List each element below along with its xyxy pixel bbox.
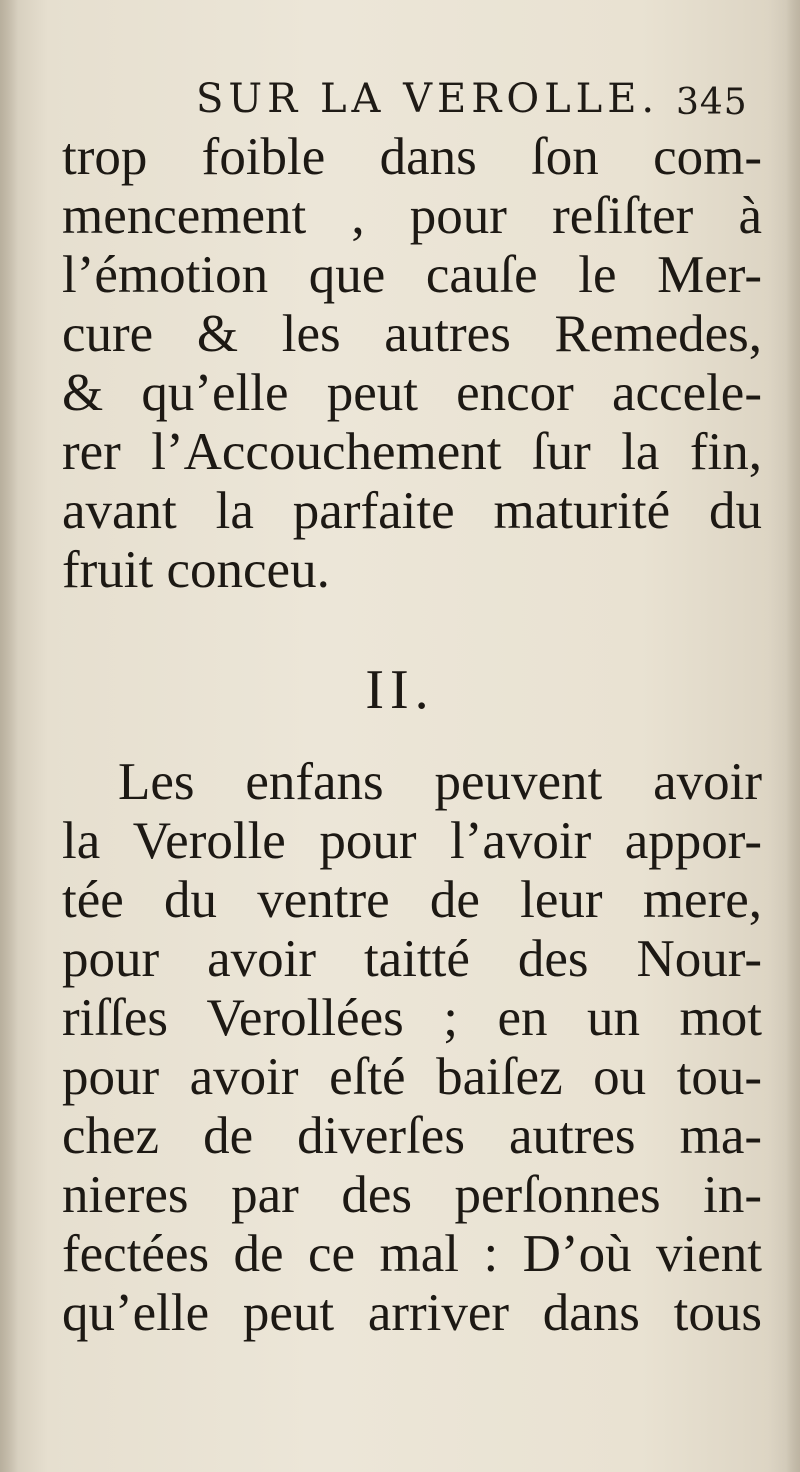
running-title: SUR LA VEROLLE. [196, 76, 660, 122]
text-line: fectées de ce mal : D’où vient [62, 1225, 762, 1283]
page-header [0, 72, 800, 132]
text-line: Les enfans peuvent avoir [118, 753, 762, 811]
section-number: II. [365, 659, 435, 721]
text-line: avant la parfaite maturité du [62, 482, 762, 540]
text-line: tée du ventre de leur mere, [62, 871, 762, 929]
text-line: riſſes Verollées ; en un mot [62, 989, 762, 1047]
text-line: qu’elle peut arriver dans tous [62, 1284, 762, 1342]
text-line: rer l’Accouchement ſur la fin, [62, 423, 762, 481]
text-line: mencement , pour reſiſter à [62, 187, 762, 245]
paragraph-2 [62, 753, 762, 1343]
text-line: cure & les autres Remedes, [62, 305, 762, 363]
text-line: chez de diverſes autres ma- [62, 1107, 762, 1165]
text-line: fruit conceu. [62, 541, 330, 599]
page-number: 345 [676, 82, 748, 123]
text-line: pour avoir taitté des Nour- [62, 930, 762, 988]
text-line: & qu’elle peut encor accele- [62, 364, 762, 422]
text-line: trop foible dans ſon com- [62, 128, 762, 186]
text-line: nieres par des perſonnes in- [62, 1166, 762, 1224]
text-line: la Verolle pour l’avoir appor- [62, 812, 762, 870]
text-line: pour avoir eſté baiſez ou tou- [62, 1048, 762, 1106]
paragraph-1 [62, 128, 762, 600]
text-line: l’émotion que cauſe le Mer- [62, 246, 762, 304]
